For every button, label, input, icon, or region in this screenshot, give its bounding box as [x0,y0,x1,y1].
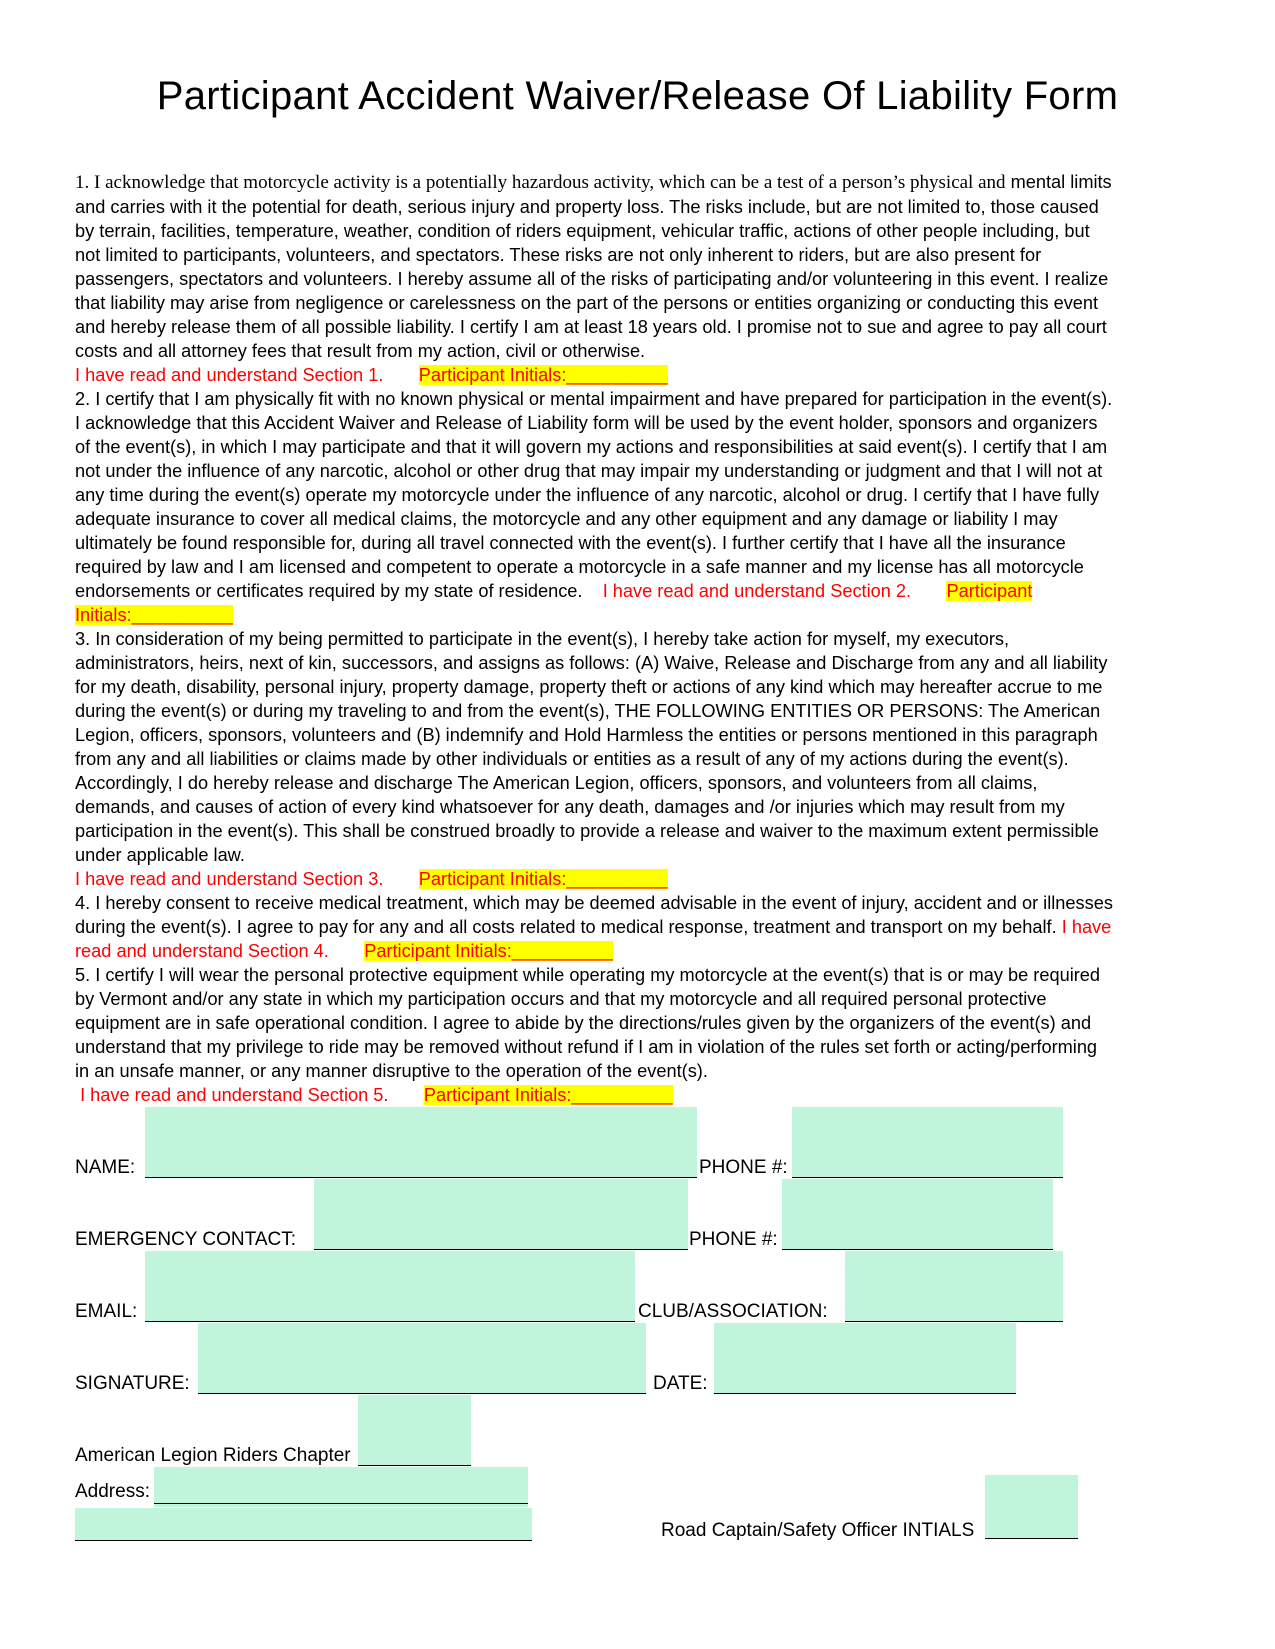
emergency-contact-field[interactable] [314,1179,688,1249]
section-2-initials[interactable]: Participant Initials:__________ [75,581,1033,625]
section-1 [75,170,1115,363]
name-field[interactable] [145,1107,697,1177]
section-4-text: 4. I hereby consent to receive medical treatment, which may be deemed advisable in the event of injury, accident and or illnesses during the event(s). I agree to pay for any and all costs related to medical response, treatment and transport on my behalf. [75,893,1113,937]
email-label: EMAIL: [75,1301,138,1322]
date-underline [714,1393,1016,1394]
section-3-ack: I have read and understand Section 3. [75,869,384,889]
address-underline [154,1503,528,1504]
section-1-text: mental limits and carries with it the potential for death, serious injury and property loss. The risks include, but are not limited to, those caused by terrain, facilities, temperature, weather, condition of riders equipment, vehicular traffic, actions of other people including, but not limited to participants, volunteers, and spectators. These risks are not only inherent to riders, but are also present for passengers, spectators and volunteers. I hereby assume all of the risks of participating and/or volunteering in this event. I realize that liability may arise from negligence or carelessness on the part of the persons or entities organizing or conducting this event and hereby release them of all possible liability. I certify I am at least 18 years old. I promise not to sue and agree to pay all court costs and all attorney fees that result from my action, civil or otherwise. [75,172,1112,361]
section-2-ack: I have read and understand Section 2. [602,581,912,601]
emergency-contact-label: EMERGENCY CONTACT: [75,1229,296,1250]
page-title: Participant Accident Waiver/Release Of Liability Form [156,74,1119,118]
date-field[interactable] [714,1323,1016,1393]
emergency-phone-label: PHONE #: [689,1229,778,1250]
section-1-ack-line [75,363,1115,387]
address-label: Address: [75,1481,150,1502]
section-4-initials[interactable]: Participant Initials:__________ [364,941,613,961]
phone-field[interactable] [792,1107,1063,1177]
signature-field[interactable] [198,1323,646,1393]
section-1-lead: 1. I acknowledge that motorcycle activity is a potentially hazardous activity, which can be a test of a person’s physical and [75,172,1006,193]
email-field[interactable] [145,1251,635,1321]
waiver-body [75,170,1115,1107]
road-captain-initials-field[interactable] [985,1475,1078,1538]
name-label: NAME: [75,1157,136,1178]
road-captain-label: Road Captain/Safety Officer INTIALS [661,1520,975,1541]
chapter-label: American Legion Riders Chapter [75,1445,351,1466]
address-line-2-underline [75,1540,532,1541]
section-3 [75,627,1115,867]
address-field[interactable] [154,1467,528,1507]
section-5-ack-line [75,1083,1115,1107]
address-line-2-field[interactable] [75,1508,532,1540]
chapter-field[interactable] [358,1395,471,1465]
date-label: DATE: [653,1373,708,1394]
club-association-underline [845,1321,1063,1322]
section-2-text: 2. I certify that I am physically fit with no known physical or mental impairment and have prepared for participation in the event(s). I acknowledge that this Accident Waiver and Release of Liability form will be used by the event holder, sponsors and organizers of the event(s), in which I may participate and that it will govern my actions and responsibilities at said event(s). I certify that I am not under the influence of any narcotic, alcohol or other drug that may impair my understanding or judgment and that I will not at any time during the event(s) operate my motorcycle under the influence of any narcotic, alcohol or drug. I certify that I have fully adequate insurance to cover all medical claims, the motorcycle and any other equipment and any damage or liability I may ultimately be found responsible for, during all travel connected with the event(s). I further certify that I have all the insurance required by law and I am licensed and competent to operate a motorcycle in a safe manner and my license has all motorcycle endorsements or certificates required by my state of residence. [75,389,1113,601]
emergency-phone-underline [782,1249,1053,1250]
section-5 [75,963,1115,1083]
club-association-field[interactable] [845,1251,1063,1321]
section-1-ack: I have read and understand Section 1. [75,365,384,385]
section-4-ack: I have read and understand Section 4. [75,917,1112,961]
section-3-text: 3. In consideration of my being permitted to participate in the event(s), I hereby take action for myself, my executors, administrators, heirs, next of kin, successors, and assigns as follows: (A) Waive, Release and Discharge from any and all liability for my death, disability, personal injury, property damage, property theft or actions of any kind which may hereafter accrue to me during the event(s) or during my traveling to and from the event(s), THE FOLLOWING ENTITIES OR PERSONS: The American Legion, officers, sponsors, volunteers and (B) indemnify and Hold Harmless the entities or persons mentioned in this paragraph from any and all liabilities or claims made by other individuals or entities as a result of any of my actions during the event(s). Accordingly, I do hereby release and discharge The American Legion, officers, sponsors, and volunteers from all claims, demands, and causes of action of every kind whatsoever for any death, damages and /or injuries which may result from my participation in the event(s). This shall be construed broadly to provide a release and waiver to the maximum extent permissible under applicable law. [75,629,1108,865]
section-4 [75,891,1115,963]
phone-underline [792,1177,1063,1178]
emergency-contact-underline [314,1249,688,1250]
club-association-label: CLUB/ASSOCIATION: [638,1301,828,1322]
phone-label: PHONE #: [699,1157,788,1178]
section-1-initials[interactable]: Participant Initials:__________ [418,365,668,385]
section-5-initials[interactable]: Participant Initials:__________ [423,1085,673,1105]
email-underline [145,1321,635,1322]
section-5-text: 5. I certify I will wear the personal protective equipment while operating my motorcycle at the event(s) that is or may be required by Vermont and/or any state in which my participation occurs and that my motorcycle and all required personal protective equipment are in safe operational condition. I agree to abide by the directions/rules given by the organizers of the event(s) and understand that my privilege to ride may be removed without refund if I am in violation of the rules set forth or acting/performing in an unsafe manner, or any manner disruptive to the operation of the event(s). [75,965,1101,1081]
section-2 [75,387,1115,627]
name-underline [145,1177,697,1178]
signature-label: SIGNATURE: [75,1373,190,1394]
section-5-ack: I have read and understand Section 5. [80,1085,389,1105]
emergency-phone-field[interactable] [782,1179,1053,1249]
section-3-initials[interactable]: Participant Initials:__________ [418,869,668,889]
road-captain-underline [985,1538,1078,1539]
signature-underline [198,1393,646,1394]
chapter-underline [358,1465,471,1466]
section-3-ack-line [75,867,1115,891]
